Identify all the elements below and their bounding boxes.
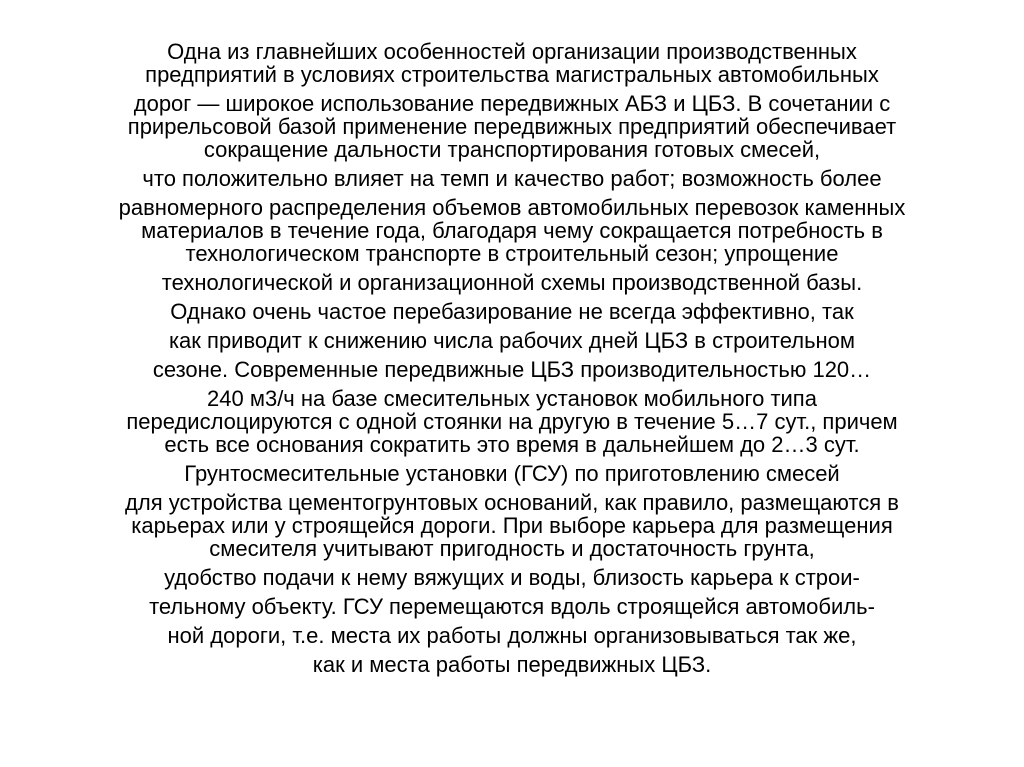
text-line-20: смесителя учитывают пригодность и достаточность грунта, <box>209 536 815 561</box>
text-line-23: ной дороги, т.е. места их работы должны организовываться так же, <box>167 623 857 648</box>
text-line-15: передислоцируются с одной стоянки на другую в течение 5…7 сут., причем <box>126 409 898 434</box>
text-line-3: дорог — широкое использование передвижных АБЗ и ЦБЗ. В сочетании с <box>133 91 891 116</box>
text-line-1: Одна из главнейших особенностей организации производственных <box>167 39 857 64</box>
text-line-9: технологическом транспорте в строительный сезон; упрощение <box>185 241 839 266</box>
text-line-17: Грунтосмесительные установки (ГСУ) по приготовлению смесей <box>184 461 840 486</box>
text-line-7: равномерного распределения объемов автомобильных перевозок каменных <box>118 195 906 220</box>
text-line-5: сокращение дальности транспортирования готовых смесей, <box>203 137 821 162</box>
text-line-8: материалов в течение года, благодаря чему сокращается потребность в <box>141 218 883 243</box>
text-line-16: есть все основания сократить это время в дальнейшем до 2…3 сут. <box>164 432 860 457</box>
text-line-6: что положительно влияет на темп и качество работ; возможность более <box>142 166 882 191</box>
text-line-19: карьерах или у строящейся дороги. При выборе карьера для размещения <box>131 513 893 538</box>
text-line-10: технологической и организационной схемы производственной базы. <box>161 270 863 295</box>
text-line-24: как и места работы передвижных ЦБЗ. <box>312 652 712 677</box>
text-line-2: предприятий в условиях строительства магистральных автомобильных <box>145 62 879 87</box>
text-line-13: сезоне. Современные передвижные ЦБЗ производительностью 120… <box>152 357 872 382</box>
text-line-4: прирельсовой базой применение передвижных предприятий обеспечивает <box>127 114 897 139</box>
text-line-18: для устройства цементогрунтовых оснований, как правило, размещаются в <box>125 490 899 515</box>
text-line-11: Однако очень частое перебазирование не всегда эффективно, так <box>170 299 854 324</box>
text-line-14: 240 м3/ч на базе смесительных установок мобильного типа <box>207 386 817 411</box>
body-text <box>40 40 984 676</box>
text-line-12: как приводит к снижению числа рабочих дней ЦБЗ в строительном <box>168 328 856 353</box>
text-line-21: удобство подачи к нему вяжущих и воды, близость карьера к строи- <box>164 565 860 590</box>
text-line-22: тельному объекту. ГСУ перемещаются вдоль строящейся автомобиль- <box>149 594 875 619</box>
